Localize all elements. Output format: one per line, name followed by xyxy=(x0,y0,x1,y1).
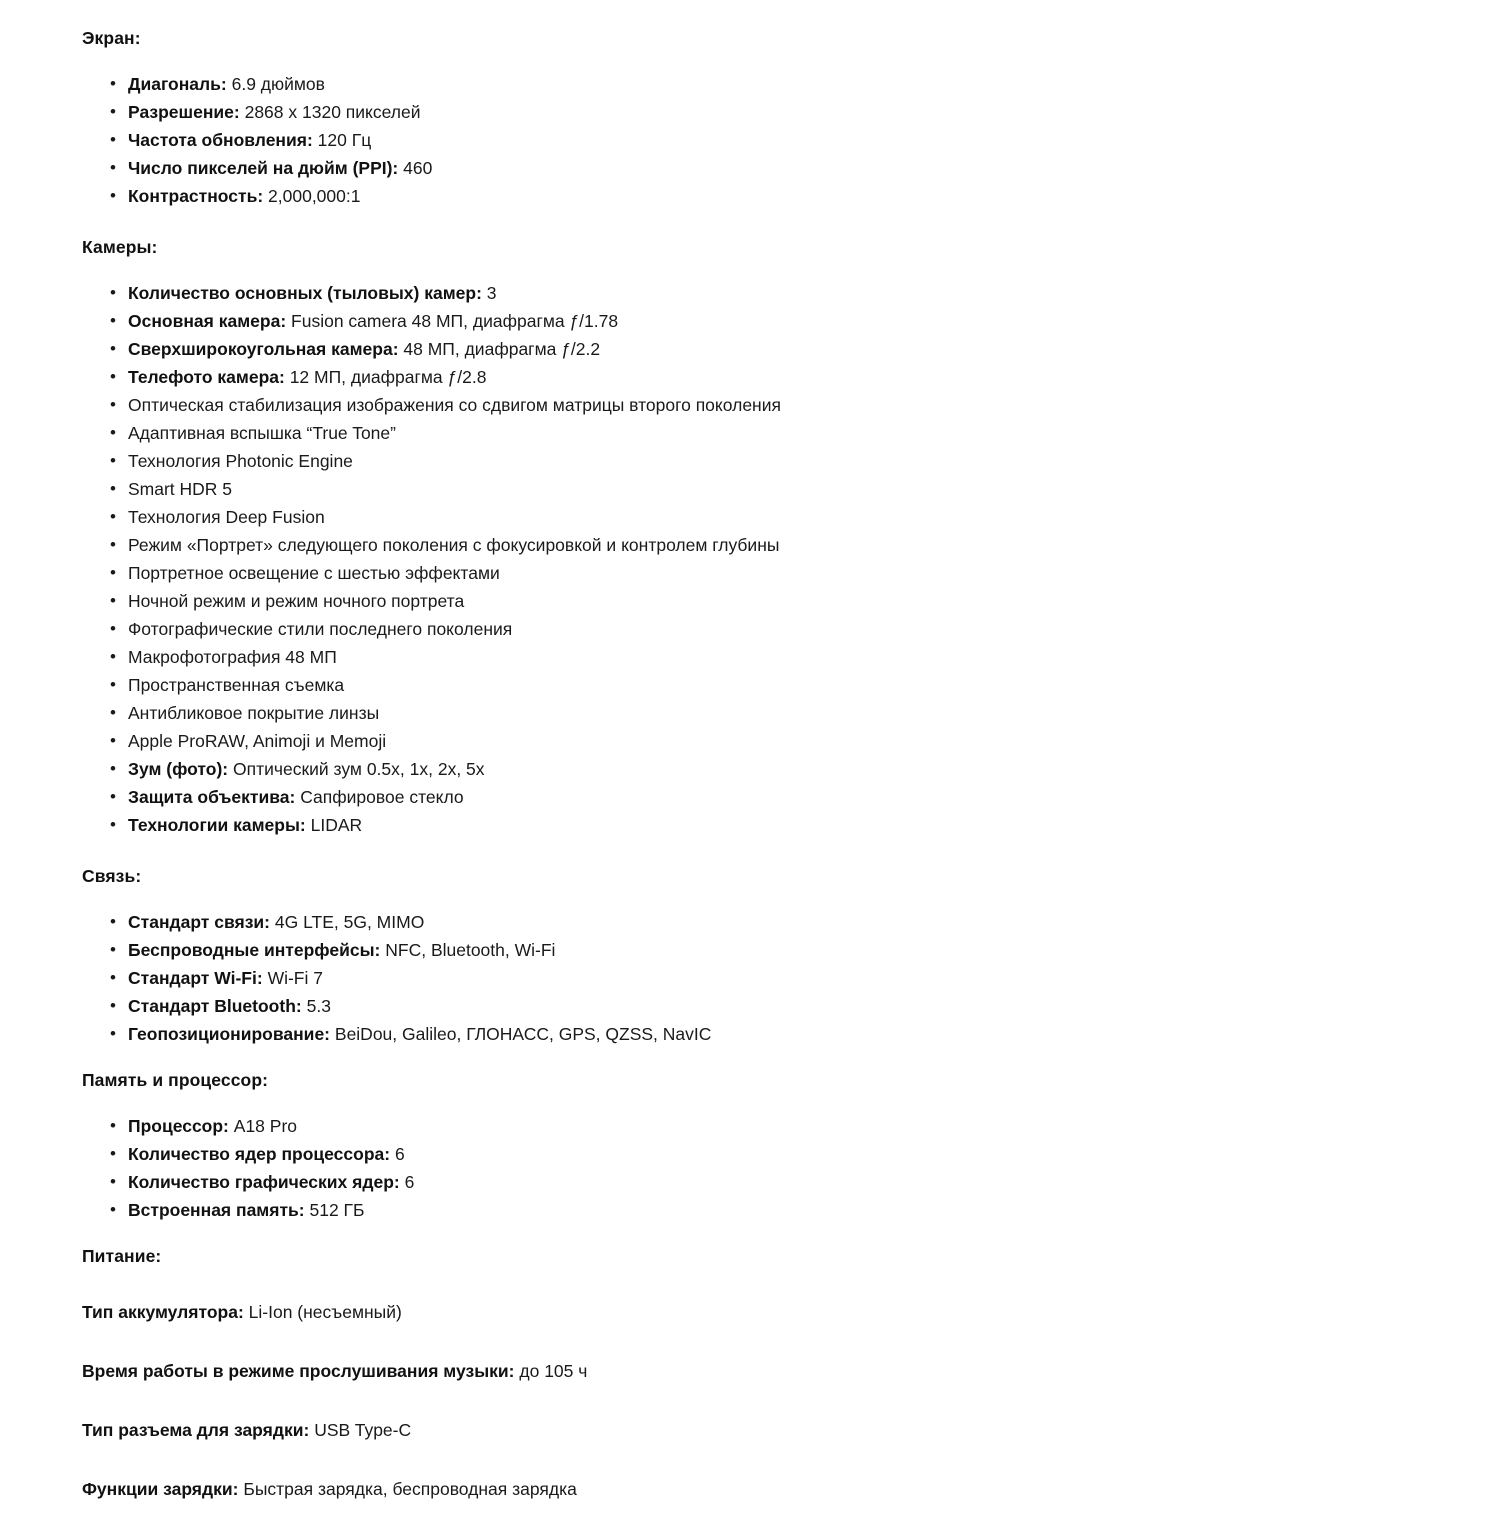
spec-value: 12 МП, диафрагма ƒ/2.8 xyxy=(289,367,487,387)
spec-value: Оптическая стабилизация изображения со сдвигом матрицы второго поколения xyxy=(128,395,781,415)
spec-list-connectivity xyxy=(82,909,1420,1049)
spec-value: Технология Deep Fusion xyxy=(128,507,325,527)
list-item xyxy=(82,1021,1420,1049)
spec-label: Функции зарядки: xyxy=(82,1479,239,1499)
list-item xyxy=(82,1141,1420,1169)
spec-label: Количество ядер процессора: xyxy=(128,1144,391,1164)
spec-value: Быстрая зарядка, беспроводная зарядка xyxy=(243,1479,577,1499)
list-item xyxy=(82,99,1420,127)
list-item xyxy=(82,183,1420,211)
spec-value: 6 xyxy=(404,1172,415,1192)
spec-label: Разрешение: xyxy=(128,102,240,122)
list-item xyxy=(82,784,1420,812)
spec-label: Геопозиционирование: xyxy=(128,1024,331,1044)
power-paragraph-battery-type xyxy=(82,1299,1420,1326)
spec-label: Диагональ: xyxy=(128,74,227,94)
list-item xyxy=(82,280,1420,308)
list-item xyxy=(82,448,1420,476)
spec-value: Адаптивная вспышка “True Tone” xyxy=(128,423,396,443)
power-paragraph-charging-port xyxy=(82,1417,1420,1444)
spec-label: Телефото камера: xyxy=(128,367,285,387)
spec-value: 6 xyxy=(394,1144,405,1164)
list-item xyxy=(82,476,1420,504)
spec-list-memory-processor xyxy=(82,1113,1420,1225)
section-heading-power: Питание: xyxy=(82,1246,162,1266)
spec-value: 2868 x 1320 пикселей xyxy=(244,102,421,122)
power-paragraph-charging-features xyxy=(82,1476,1420,1503)
spec-label: Защита объектива: xyxy=(128,787,296,807)
list-item xyxy=(82,644,1420,672)
spec-value: 512 ГБ xyxy=(309,1200,365,1220)
list-item xyxy=(82,560,1420,588)
spec-label: Тип разъема для зарядки: xyxy=(82,1420,310,1440)
spec-value: Портретное освещение с шестью эффектами xyxy=(128,563,500,583)
list-item xyxy=(82,532,1420,560)
list-item xyxy=(82,392,1420,420)
spec-value: Сапфировое стекло xyxy=(300,787,464,807)
spec-value: Пространственная съемка xyxy=(128,675,345,695)
list-item xyxy=(82,1113,1420,1141)
spec-label: Технологии камеры: xyxy=(128,815,306,835)
spec-label: Основная камера: xyxy=(128,311,287,331)
spec-value: BeiDou, Galileo, ГЛОНАСС, GPS, QZSS, NavIC xyxy=(334,1024,712,1044)
spec-value: Технология Photonic Engine xyxy=(128,451,353,471)
section-heading-connectivity: Связь: xyxy=(82,866,142,886)
spec-value: Фотографические стили последнего поколения xyxy=(128,619,513,639)
spec-label: Встроенная память: xyxy=(128,1200,305,1220)
list-item xyxy=(82,1169,1420,1197)
list-item xyxy=(82,364,1420,392)
list-item xyxy=(82,616,1420,644)
spec-label: Контрастность: xyxy=(128,186,264,206)
spec-label: Стандарт Bluetooth: xyxy=(128,996,302,1016)
list-item xyxy=(82,756,1420,784)
list-item xyxy=(82,1197,1420,1225)
section-heading-screen: Экран: xyxy=(82,28,141,48)
spec-value: Макрофотография 48 МП xyxy=(128,647,337,667)
spec-label: Беспроводные интерфейсы: xyxy=(128,940,381,960)
spec-label: Стандарт связи: xyxy=(128,912,270,932)
spec-value: Fusion camera 48 МП, диафрагма ƒ/1.78 xyxy=(291,311,619,331)
spec-value: Ночной режим и режим ночного портрета xyxy=(128,591,465,611)
list-item xyxy=(82,700,1420,728)
list-item xyxy=(82,336,1420,364)
spec-value: Smart HDR 5 xyxy=(128,479,233,499)
section-heading-memory-processor: Память и процессор: xyxy=(82,1070,269,1090)
list-item xyxy=(82,127,1420,155)
spec-value: A18 Pro xyxy=(233,1116,297,1136)
list-item xyxy=(82,420,1420,448)
spec-value: USB Type-C xyxy=(314,1420,412,1440)
spec-label: Число пикселей на дюйм (PPI): xyxy=(128,158,399,178)
spec-value: 2,000,000:1 xyxy=(268,186,361,206)
spec-label: Процессор: xyxy=(128,1116,229,1136)
spec-value: 4G LTE, 5G, MIMO xyxy=(274,912,425,932)
spec-value: 48 МП, диафрагма ƒ/2.2 xyxy=(403,339,601,359)
spec-list-cameras xyxy=(82,280,1420,840)
spec-value: 460 xyxy=(403,158,433,178)
spec-value: Режим «Портрет» следующего поколения с фокусировкой и контролем глубины xyxy=(128,535,780,555)
list-item xyxy=(82,965,1420,993)
spec-value: NFC, Bluetooth, Wi-Fi xyxy=(385,940,556,960)
spec-value: Оптический зум 0.5x, 1x, 2x, 5x xyxy=(233,759,485,779)
spec-value: Антибликовое покрытие линзы xyxy=(128,703,380,723)
list-item xyxy=(82,155,1420,183)
list-item xyxy=(82,308,1420,336)
spec-label: Частота обновления: xyxy=(128,130,313,150)
list-item xyxy=(82,504,1420,532)
spec-label: Время работы в режиме прослушивания музыки: xyxy=(82,1361,515,1381)
list-item xyxy=(82,728,1420,756)
spec-value: LIDAR xyxy=(310,815,363,835)
spec-value: Li-Ion (несъемный) xyxy=(248,1302,402,1322)
list-item xyxy=(82,672,1420,700)
spec-value: 5.3 xyxy=(306,996,331,1016)
list-item xyxy=(82,812,1420,840)
spec-value: 6.9 дюймов xyxy=(231,74,325,94)
list-item xyxy=(82,993,1420,1021)
spec-label: Количество графических ядер: xyxy=(128,1172,400,1192)
spec-list-screen xyxy=(82,71,1420,211)
spec-value: до 105 ч xyxy=(519,1361,588,1381)
list-item xyxy=(82,71,1420,99)
spec-label: Зум (фото): xyxy=(128,759,229,779)
section-heading-cameras: Камеры: xyxy=(82,237,158,257)
spec-value: 120 Гц xyxy=(317,130,372,150)
list-item xyxy=(82,588,1420,616)
spec-value: Wi-Fi 7 xyxy=(267,968,323,988)
spec-label: Тип аккумулятора: xyxy=(82,1302,244,1322)
spec-label: Сверхширокоугольная камера: xyxy=(128,339,399,359)
power-paragraph-music-playback xyxy=(82,1358,1420,1385)
list-item xyxy=(82,909,1420,937)
spec-value: 3 xyxy=(486,283,497,303)
list-item xyxy=(82,937,1420,965)
spec-label: Количество основных (тыловых) камер: xyxy=(128,283,482,303)
spec-label: Стандарт Wi-Fi: xyxy=(128,968,263,988)
spec-value: Apple ProRAW, Animoji и Memoji xyxy=(128,731,387,751)
